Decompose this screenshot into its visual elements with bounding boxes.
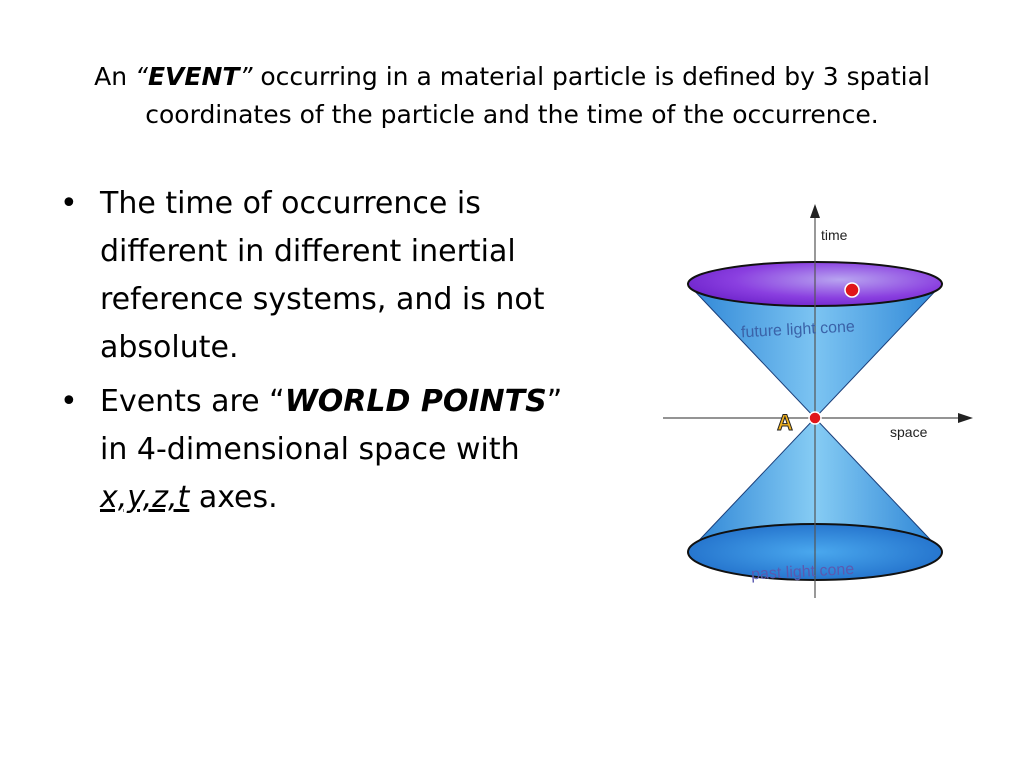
bullet-list bbox=[58, 180, 598, 528]
bullet-item-2 bbox=[58, 378, 598, 522]
bullet-text: The time of occurrence is different in different inertial reference systems, and is not absolute. bbox=[100, 186, 545, 365]
past-cone-label: past light cone bbox=[750, 560, 855, 584]
future-event-point bbox=[845, 283, 859, 297]
bullet-marker: • bbox=[60, 186, 78, 221]
title-line1-rest: occurring in a material particle is defined by 3 spatial bbox=[252, 62, 930, 91]
title-quote-open: “ bbox=[135, 62, 148, 91]
title-quote-close: ” bbox=[239, 62, 253, 91]
title-pre: An bbox=[94, 62, 136, 91]
space-axis-arrow bbox=[958, 413, 973, 423]
event-a-point bbox=[809, 412, 821, 424]
time-axis-arrow bbox=[810, 204, 820, 218]
title-emphasis: EVENT bbox=[147, 62, 240, 91]
bullet-bold-world-points: WORLD POINTS bbox=[284, 384, 547, 419]
bullet-text-post: ” in 4-dimensional space with bbox=[100, 384, 563, 467]
space-label: space bbox=[890, 424, 928, 440]
bullet-axes: x,y,z,t bbox=[100, 480, 190, 515]
future-cone-label: future light cone bbox=[740, 318, 856, 342]
bullet-marker: • bbox=[60, 384, 78, 419]
event-a-label: A bbox=[777, 410, 793, 435]
title-line2: coordinates of the particle and the time of the occurrence. bbox=[145, 100, 879, 129]
bullet-text-pre: Events are “ bbox=[100, 384, 285, 419]
time-label: time bbox=[821, 227, 848, 243]
light-cone-diagram bbox=[655, 200, 985, 600]
bullet-item-1 bbox=[58, 180, 598, 372]
slide-title bbox=[40, 58, 984, 134]
bullet-text-end: axes. bbox=[189, 480, 278, 515]
